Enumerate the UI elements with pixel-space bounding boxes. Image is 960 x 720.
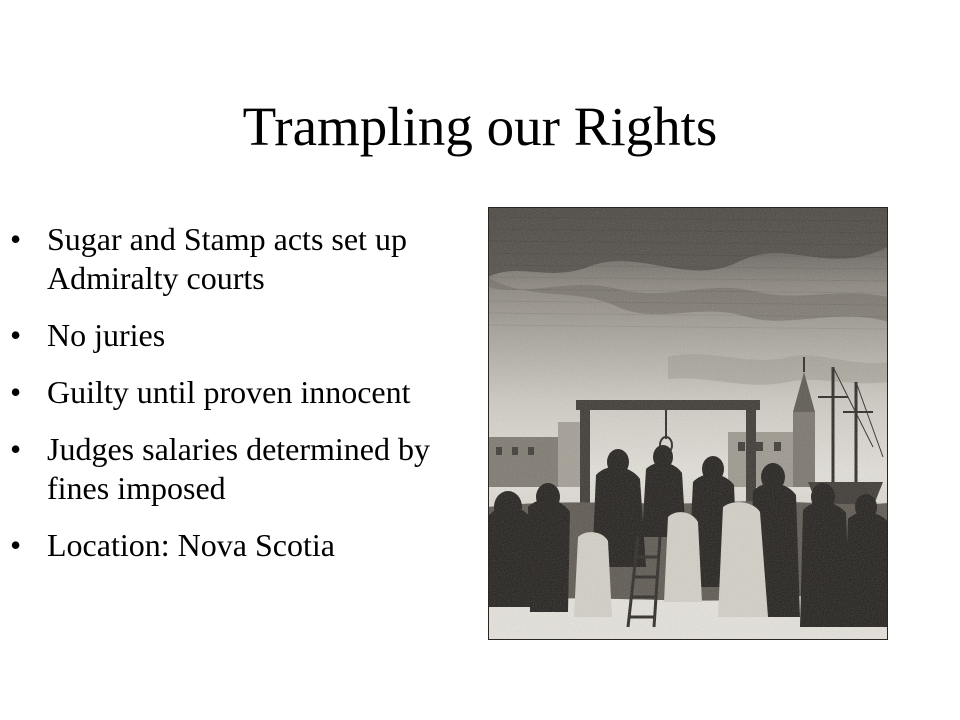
bullet-item: • Judges salaries determined by fines imposed [0,430,460,508]
bullet-item: • Sugar and Stamp acts set up Admiralty courts [0,220,460,298]
slide-title: Trampling our Rights [242,96,718,157]
bullet-item: • No juries [0,316,460,355]
bullet-list [0,220,460,583]
bullet-item: • Location: Nova Scotia [0,526,460,565]
bullet-item: • Guilty until proven innocent [0,373,460,412]
engraving-gallows-scene-image [488,207,888,640]
